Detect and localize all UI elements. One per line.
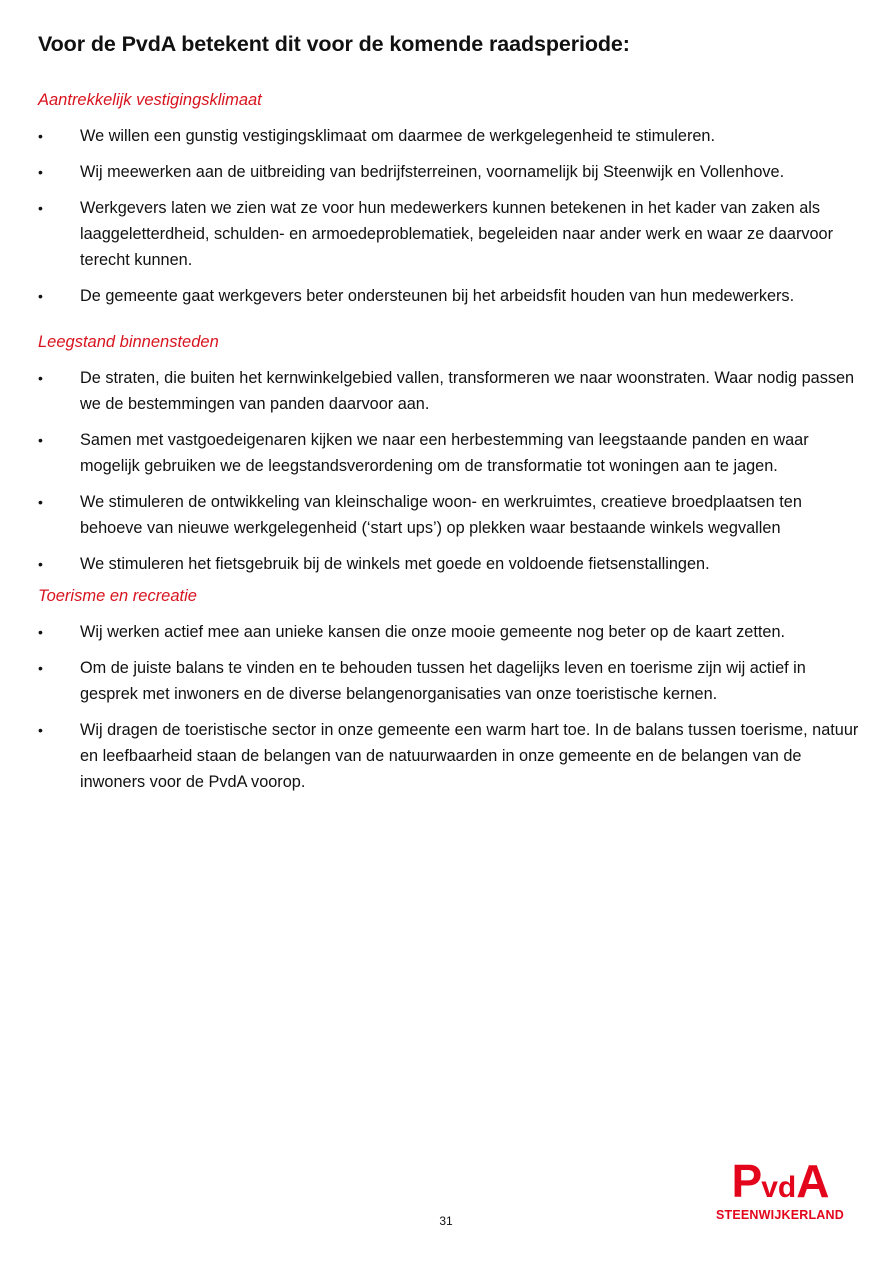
- list-item-text: Wij werken actief mee aan unieke kansen die onze mooie gemeente nog beter op de kaart zetten.: [80, 623, 786, 641]
- list-item-text: We willen een gunstig vestigingsklimaat om daarmee de werkgelegenheid te stimuleren.: [80, 127, 716, 145]
- bullet-icon: •: [38, 432, 43, 448]
- section-title: Aantrekkelijk vestigingsklimaat: [38, 91, 262, 109]
- list-item-text: De gemeente gaat werkgevers beter ondersteunen bij het arbeidsfit houden van hun medewerkers.: [80, 287, 795, 305]
- page-number: 31: [439, 1214, 453, 1228]
- list-item: [38, 489, 860, 541]
- pvda-logo-mark: [710, 1155, 850, 1207]
- logo-subtitle: STEENWIJKERLAND: [715, 1208, 844, 1222]
- list-item: [38, 365, 860, 417]
- list-item: [38, 619, 860, 645]
- logo-letters-vd: vd: [761, 1171, 797, 1204]
- bullet-icon: •: [38, 556, 43, 572]
- pvda-logo: [710, 1155, 850, 1222]
- bullet-icon: •: [38, 200, 43, 216]
- list-item-text: Samen met vastgoedeigenaren kijken we naar een herbestemming van leegstaande panden en waar mogelijk gebruiken we de leegstandsverordening om de transformatie tot woningen aan te jagen.: [80, 431, 809, 475]
- list-item-text: Werkgevers laten we zien wat ze voor hun medewerkers kunnen betekenen in het kader van zaken als laaggeletterdheid, schulden- en armoedeproblematiek, begeleiden naar ander werk en waar ze daarvoor terecht kunnen.: [80, 199, 834, 269]
- list-item: [38, 283, 860, 309]
- list-item-text: Wij dragen de toeristische sector in onze gemeente een warm hart toe. In de balans tussen toerisme, natuur en leefbaarheid staan de belangen van de natuurwaarden in onze gemeente en de belangen van de inwoners voor de PvdA voorop.: [80, 721, 859, 791]
- bullet-icon: •: [38, 624, 43, 640]
- bullet-icon: •: [38, 370, 43, 386]
- list-item: [38, 551, 860, 577]
- list-item-text: We stimuleren de ontwikkeling van kleinschalige woon- en werkruimtes, creatieve broedplaatsen ten behoeve van nieuwe werkgelegenheid (‘start ups’) op plekken waar bestaande winkels wegvallen: [80, 493, 802, 537]
- bullet-icon: •: [38, 288, 43, 304]
- section-title: Leegstand binnensteden: [38, 333, 219, 351]
- bullet-icon: •: [38, 164, 43, 180]
- section-vestigingsklimaat: [38, 91, 860, 309]
- bullet-list: [38, 365, 860, 577]
- document-page: [38, 32, 860, 805]
- list-item-text: De straten, die buiten het kernwinkelgebied vallen, transformeren we naar woonstraten. Waar nodig passen we de bestemmingen van panden daarvoor aan.: [80, 369, 855, 413]
- page-heading: Voor de PvdA betekent dit voor de komende raadsperiode:: [38, 32, 630, 56]
- list-item: [38, 159, 860, 185]
- bullet-icon: •: [38, 128, 43, 144]
- bullet-list: [38, 619, 860, 795]
- list-item: [38, 123, 860, 149]
- section-title: Toerisme en recreatie: [38, 587, 197, 605]
- list-item: [38, 427, 860, 479]
- logo-letter-a: A: [796, 1155, 829, 1207]
- bullet-icon: •: [38, 722, 43, 738]
- bullet-icon: •: [38, 660, 43, 676]
- list-item: [38, 655, 860, 707]
- bullet-list: [38, 123, 860, 309]
- list-item: [38, 717, 860, 795]
- list-item: [38, 195, 860, 273]
- list-item-text: Om de juiste balans te vinden en te behouden tussen het dagelijks leven en toerisme zijn wij actief in gesprek met inwoners en de diverse belangenorganisaties van onze toeristische kernen.: [80, 659, 806, 703]
- list-item-text: Wij meewerken aan de uitbreiding van bedrijfsterreinen, voornamelijk bij Steenwijk en Vollenhove.: [80, 163, 785, 181]
- section-leegstand: [38, 333, 860, 577]
- logo-letter-p: P: [731, 1155, 762, 1207]
- section-toerisme: [38, 587, 860, 795]
- bullet-icon: •: [38, 494, 43, 510]
- list-item-text: We stimuleren het fietsgebruik bij de winkels met goede en voldoende fietsenstallingen.: [80, 555, 710, 573]
